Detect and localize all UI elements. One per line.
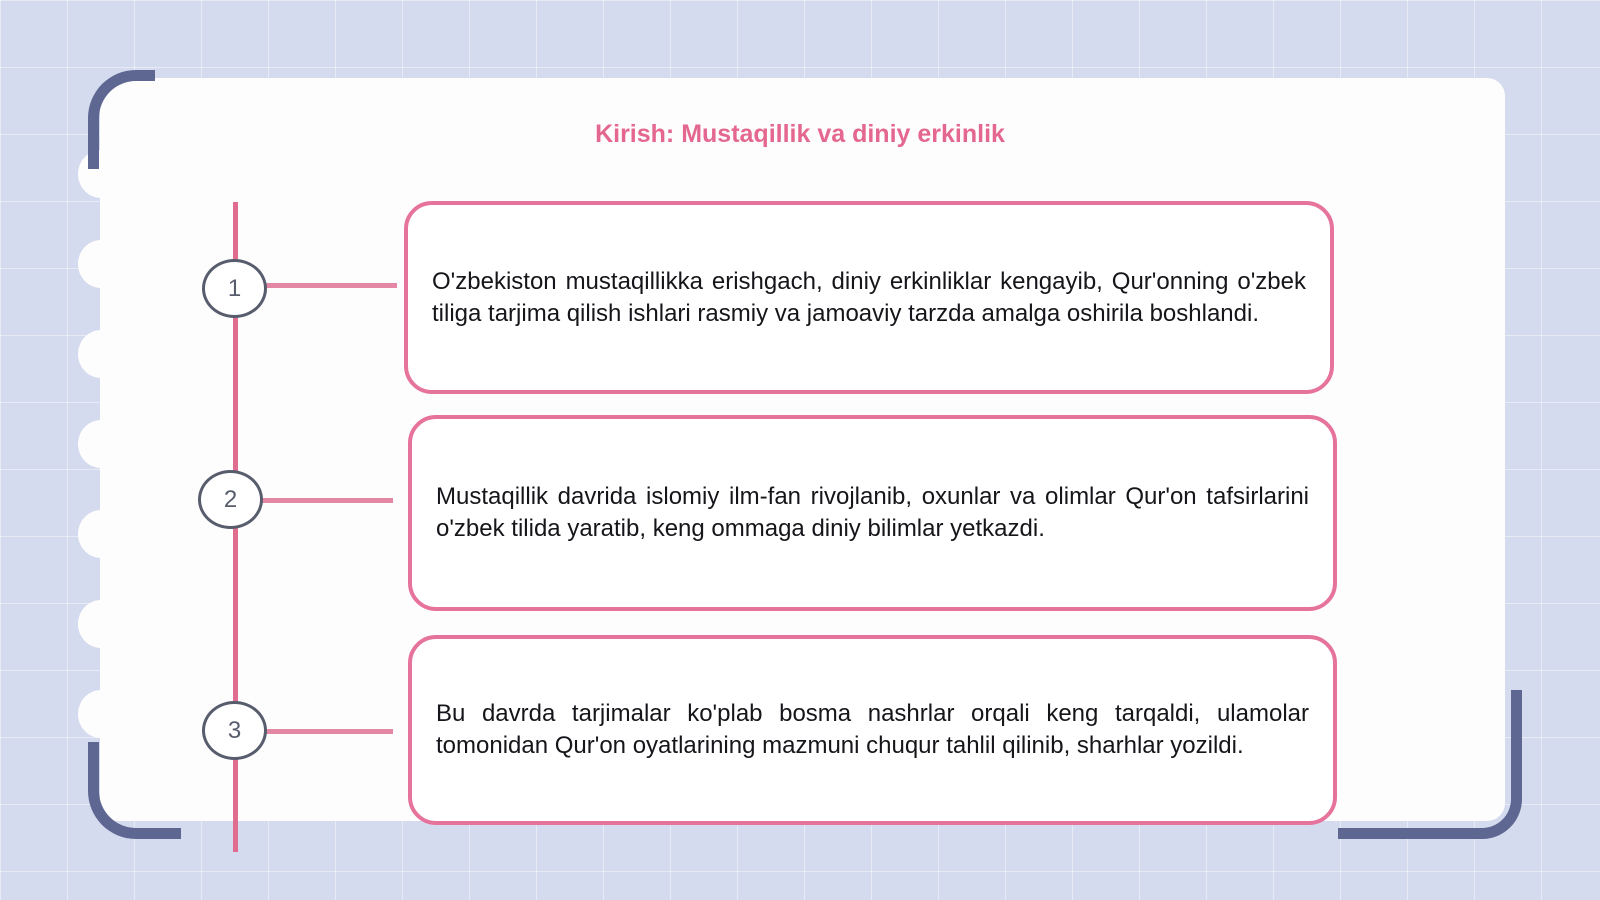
page-edge-scallop bbox=[78, 330, 124, 378]
page-edge-scallop bbox=[78, 420, 124, 468]
step-2-number: 2 bbox=[223, 485, 238, 513]
step-3-card bbox=[408, 635, 1337, 825]
page-edge-scallop bbox=[78, 240, 124, 288]
slide-title: Kirish: Mustaqillik va diniy erkinlik bbox=[595, 120, 1005, 148]
step-2-card bbox=[408, 415, 1337, 611]
step-3-number: 3 bbox=[227, 716, 242, 744]
step-2-connector bbox=[260, 498, 393, 503]
page-edge-scallop bbox=[78, 690, 124, 738]
corner-bracket-bottom-right bbox=[1338, 690, 1522, 839]
step-1-connector bbox=[262, 283, 397, 288]
step-1-number: 1 bbox=[227, 274, 242, 302]
step-3-connector bbox=[262, 729, 393, 734]
step-1-card bbox=[404, 201, 1334, 394]
page-edge-scallop bbox=[78, 600, 124, 648]
step-2-text: Mustaqillik davrida islomiy ilm-fan rivojlanib, oxunlar va olimlar Qur'on tafsirlarini o'zbek tilida yaratib, keng ommaga diniy bilimlar yetkazdi. bbox=[436, 483, 1309, 542]
step-1-text: O'zbekiston mustaqillikka erishgach, diniy erkinliklar kengayib, Qur'onning o'zbek tiliga tarjima qilish ishlari rasmiy va jamoaviy tarzda amalga oshirila boshlandi. bbox=[432, 267, 1306, 327]
step-1-number-badge bbox=[202, 259, 267, 318]
step-3-text: Bu davrda tarjimalar ko'plab bosma nashrlar orqali keng tarqaldi, ulamolar tomonidan Qur'on oyatlarining mazmuni chuqur tahlil qilinib, sharhlar yozildi. bbox=[436, 700, 1309, 759]
step-3-number-badge bbox=[202, 701, 267, 760]
page-edge-scallop bbox=[78, 510, 124, 558]
step-2-number-badge bbox=[198, 470, 263, 529]
corner-bracket-bottom-left bbox=[88, 742, 181, 839]
